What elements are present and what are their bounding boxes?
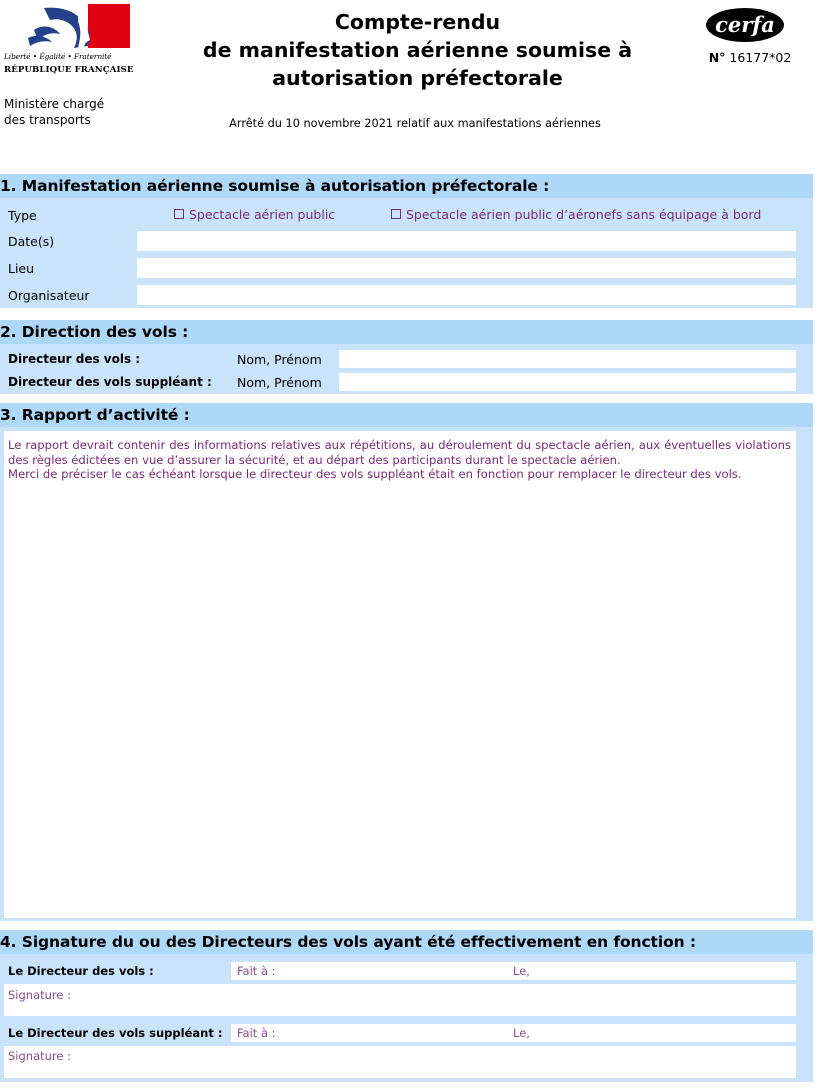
type-option-drones[interactable] xyxy=(391,207,761,222)
section-4-header xyxy=(0,930,813,954)
deputy-name-field[interactable] xyxy=(339,373,796,391)
organisateur-field[interactable] xyxy=(137,285,796,305)
activity-report-field[interactable] xyxy=(4,431,796,918)
dates-label: Date(s) xyxy=(8,234,55,249)
dates-field[interactable] xyxy=(137,231,796,251)
section-3-header xyxy=(0,403,813,427)
title-line-1: Compte-rendu xyxy=(334,10,501,34)
cerfa-number-value: 16177*02 xyxy=(729,50,792,65)
section-1-header xyxy=(0,174,813,198)
organisateur-label: Organisateur xyxy=(8,288,90,303)
ministry-line-2: des transports xyxy=(4,113,91,127)
section-4-title: 4. Signature du ou des Directeurs des vols ayant été effectivement en fonction : xyxy=(0,933,696,951)
sig-director-fait-a: Fait à : xyxy=(237,964,276,978)
cerfa-logo-text: cerfa xyxy=(715,12,775,37)
sig-deputy-signature-label: Signature : xyxy=(8,1049,72,1063)
sig-director-signature-field[interactable] xyxy=(4,984,796,1016)
type-option-public-label: Spectacle aérien public xyxy=(189,207,336,222)
sig-deputy-fait-a: Fait à : xyxy=(237,1026,276,1040)
deputy-label: Directeur des vols suppléant : xyxy=(8,375,212,389)
director-label: Directeur des vols : xyxy=(8,352,141,366)
director-name-label: Nom, Prénom xyxy=(237,352,322,367)
sig-deputy-signature-field[interactable] xyxy=(4,1046,796,1078)
checkbox-icon[interactable] xyxy=(174,209,184,219)
marianne-flag-icon xyxy=(4,4,130,48)
sig-deputy-le: Le, xyxy=(513,1026,530,1040)
section-1-title: 1. Manifestation aérienne soumise à autorisation préfectorale : xyxy=(0,177,550,195)
director-name-field[interactable] xyxy=(339,350,796,368)
activity-report-instructions xyxy=(8,438,791,482)
ministry-line-1: Ministère chargé xyxy=(4,97,105,111)
section-3-title: 3. Rapport d’activité : xyxy=(0,406,190,424)
title-line-3: autorisation préfectorale xyxy=(272,66,563,90)
lieu-label: Lieu xyxy=(8,261,35,276)
sig-deputy-label: Le Directeur des vols suppléant : xyxy=(8,1026,223,1040)
deputy-name-label: Nom, Prénom xyxy=(237,375,322,390)
type-option-public[interactable] xyxy=(174,207,335,222)
lieu-field[interactable] xyxy=(137,258,796,278)
cerfa-prefix: N° xyxy=(708,50,726,65)
cerfa-badge-icon xyxy=(705,7,785,43)
motto: Liberté • Égalité • Fraternité xyxy=(4,52,112,61)
republic-label: RÉPUBLIQUE FRANÇAISE xyxy=(4,65,134,75)
sig-director-label: Le Directeur des vols : xyxy=(8,964,154,978)
page-title xyxy=(180,8,655,92)
cerfa-number xyxy=(700,50,800,65)
instructions-paragraph-2: Merci de préciser le cas échéant lorsque le directeur des vols suppléant était en fonction pour remplacer le directeur des vols. xyxy=(8,467,742,481)
cerfa-logo xyxy=(705,7,785,43)
title-line-2: de manifestation aérienne soumise à xyxy=(202,38,633,62)
instructions-paragraph-1: Le rapport devrait contenir des informations relatives aux répétitions, au déroulement du spectacle aérien, aux éventuelles violations des règles édictées en vue d’assurer la sécurité, et au départ des participants durant le spectacle aérien. xyxy=(8,438,791,467)
type-label: Type xyxy=(8,208,37,223)
section-2-title: 2. Direction des vols : xyxy=(0,323,189,341)
marianne-logo xyxy=(4,4,130,48)
section-2-header xyxy=(0,320,813,344)
sig-director-signature-label: Signature : xyxy=(8,988,72,1002)
type-option-drones-label: Spectacle aérien public d’aéronefs sans équipage à bord xyxy=(406,207,762,222)
ministry-label xyxy=(4,96,134,128)
sig-director-le: Le, xyxy=(513,964,530,978)
checkbox-icon[interactable] xyxy=(391,209,401,219)
decree-reference: Arrêté du 10 novembre 2021 relatif aux manifestations aériennes xyxy=(229,117,601,130)
